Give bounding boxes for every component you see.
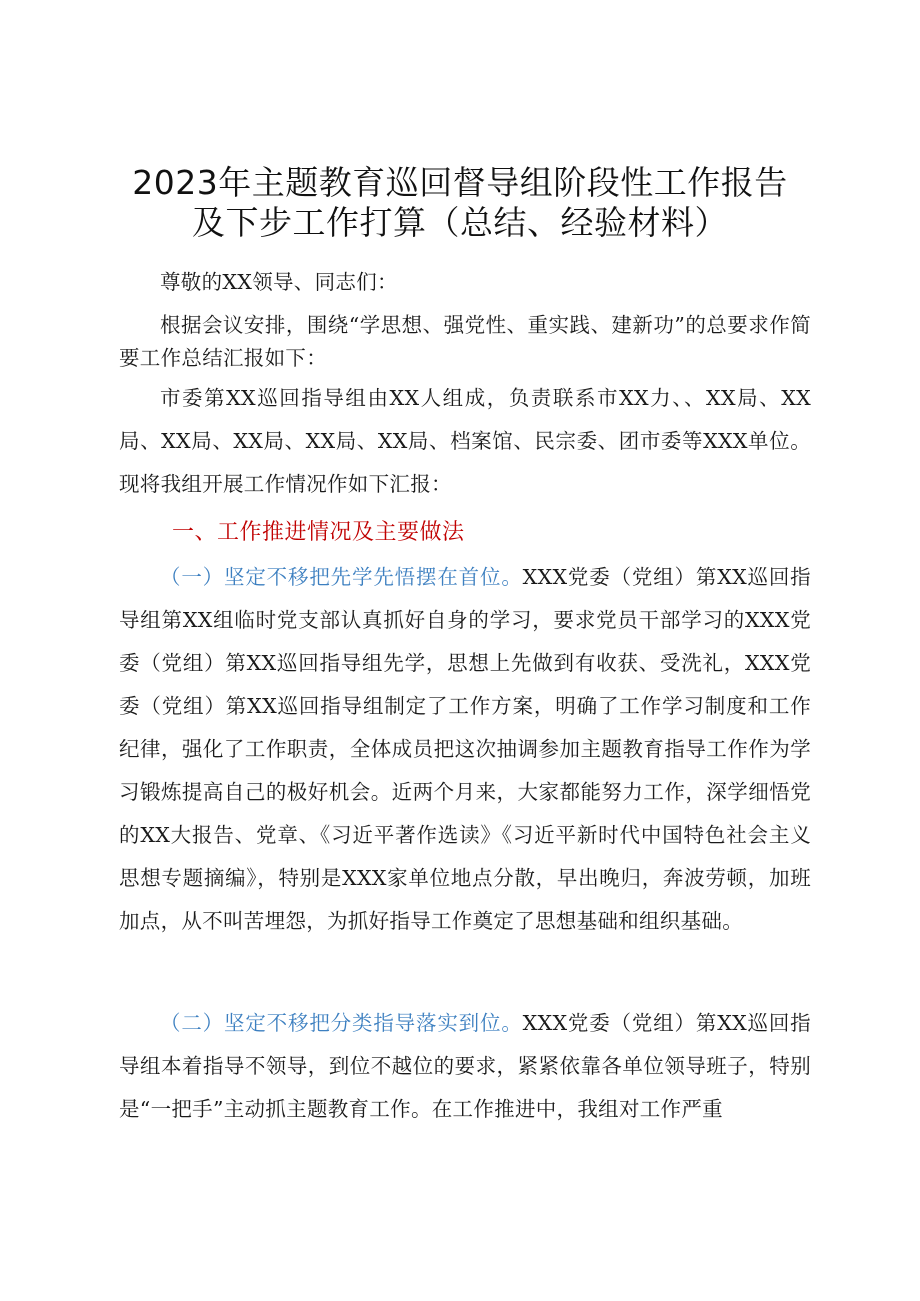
document-title-line-2: 及下步工作打算（总结、经验材料）	[192, 203, 728, 242]
subsection-2-heading: （二）坚定不移把分类指导落实到位。	[160, 1011, 523, 1035]
team-paragraph: 市委第XX巡回指导组由XX人组成，负责联系市XX力、、XX局、XX局、XX局、XX局、XX局、XX局、档案馆、民宗委、团市委等XXX单位。现将我组开展工作情况作如下汇报：	[119, 386, 811, 496]
document-title-line-1: 2023年主题教育巡回督导组阶段性工作报告	[132, 163, 788, 202]
subsection-1-heading: （一）坚定不移把先学先悟摆在首位。	[160, 565, 523, 589]
subsection-2-paragraph	[119, 1002, 811, 1131]
intro-paragraph: 根据会议安排，围绕“学思想、强党性、重实践、建新功”的总要求作简要工作总结汇报如下：	[119, 313, 811, 370]
subsection-1-paragraph	[119, 556, 811, 943]
greeting-paragraph: 尊敬的XX领导、同志们：	[160, 270, 398, 294]
section-1-heading: 一、工作推进情况及主要做法	[172, 520, 465, 545]
subsection-1-body: XXX党委（党组）第XX巡回指导组第XX组临时党支部认真抓好自身的学习，要求党员干部学习的XXX党委（党组）第XX巡回指导组先学，思想上先做到有收获、受洗礼，XXX党委（党组）第XX巡回指导组制定了工作方案，明确了工作学习制度和工作纪律，强化了工作职责，全体成员把这次抽调参加主题教育指导工作作为学习锻炼提高自己的极好机会。近两个月来，大家都能努力工作，深学细悟党的XX大报告、党章、《习近平著作选读》《习近平新时代中国特色社会主义思想专题摘编》，特别是XXX家单位地点分散，早出晚归，奔波劳顿，加班加点，从不叫苦埋怨，为抓好指导工作奠定了思想基础和组织基础。	[119, 565, 811, 933]
subsection-2-body: XXX党委（党组）第XX巡回指导组本着指导不领导，到位不越位的要求，紧紧依靠各单位领导班子，特别是“一把手”主动抓主题教育工作。在工作推进中，我组对工作严重	[119, 1011, 811, 1121]
